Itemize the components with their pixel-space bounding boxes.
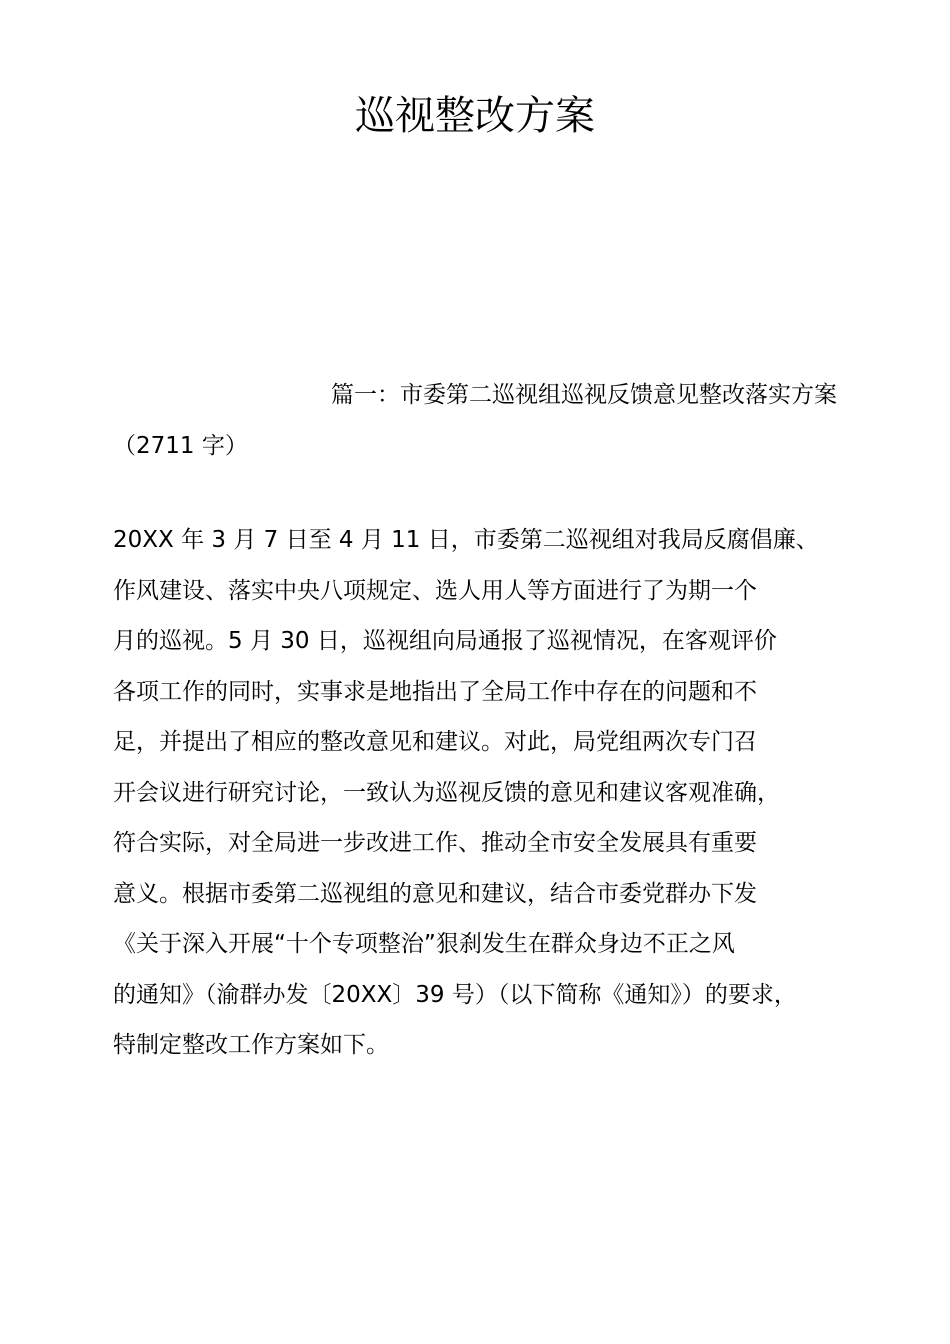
body-line: 《关于深入开展“十个专项整治”狠刹发生在群众身边不正之风	[113, 931, 735, 957]
body-line: 符合实际，对全局进一步改进工作、推动全市安全发展具有重要	[113, 830, 757, 856]
section-heading	[113, 370, 837, 472]
body-line: 足，并提出了相应的整改意见和建议。对此，局党组两次专门召	[113, 729, 757, 755]
body-line: 的通知》（渝群办发〔20XX〕39 号）（以下简称《通知》）的要求，	[113, 981, 797, 1008]
body-line: 各项工作的同时，实事求是地指出了全局工作中存在的问题和不	[113, 678, 757, 705]
body-line: 意义。根据市委第二巡视组的意见和建议，结合市委党群办下发	[113, 880, 757, 907]
document-title: 巡视整改方案	[355, 93, 595, 139]
body-line: 特制定整改工作方案如下。	[113, 1032, 389, 1058]
body-line: 开会议进行研究讨论，一致认为巡视反馈的意见和建议客观准确，	[113, 779, 780, 806]
section-heading-line-2: （2711 字）	[113, 433, 248, 459]
body-line: 作风建设、落实中央八项规定、选人用人等方面进行了为期一个	[113, 577, 757, 604]
body-paragraph	[113, 515, 837, 1071]
section-heading-line-1: 篇一：市委第二巡视组巡视反馈意见整改落实方案	[331, 382, 837, 408]
body-line: 20XX 年 3 月 7 日至 4 月 11 日，市委第二巡视组对我局反腐倡廉、	[113, 527, 819, 553]
body-line: 月的巡视。5 月 30 日，巡视组向局通报了巡视情况，在客观评价	[113, 628, 777, 654]
